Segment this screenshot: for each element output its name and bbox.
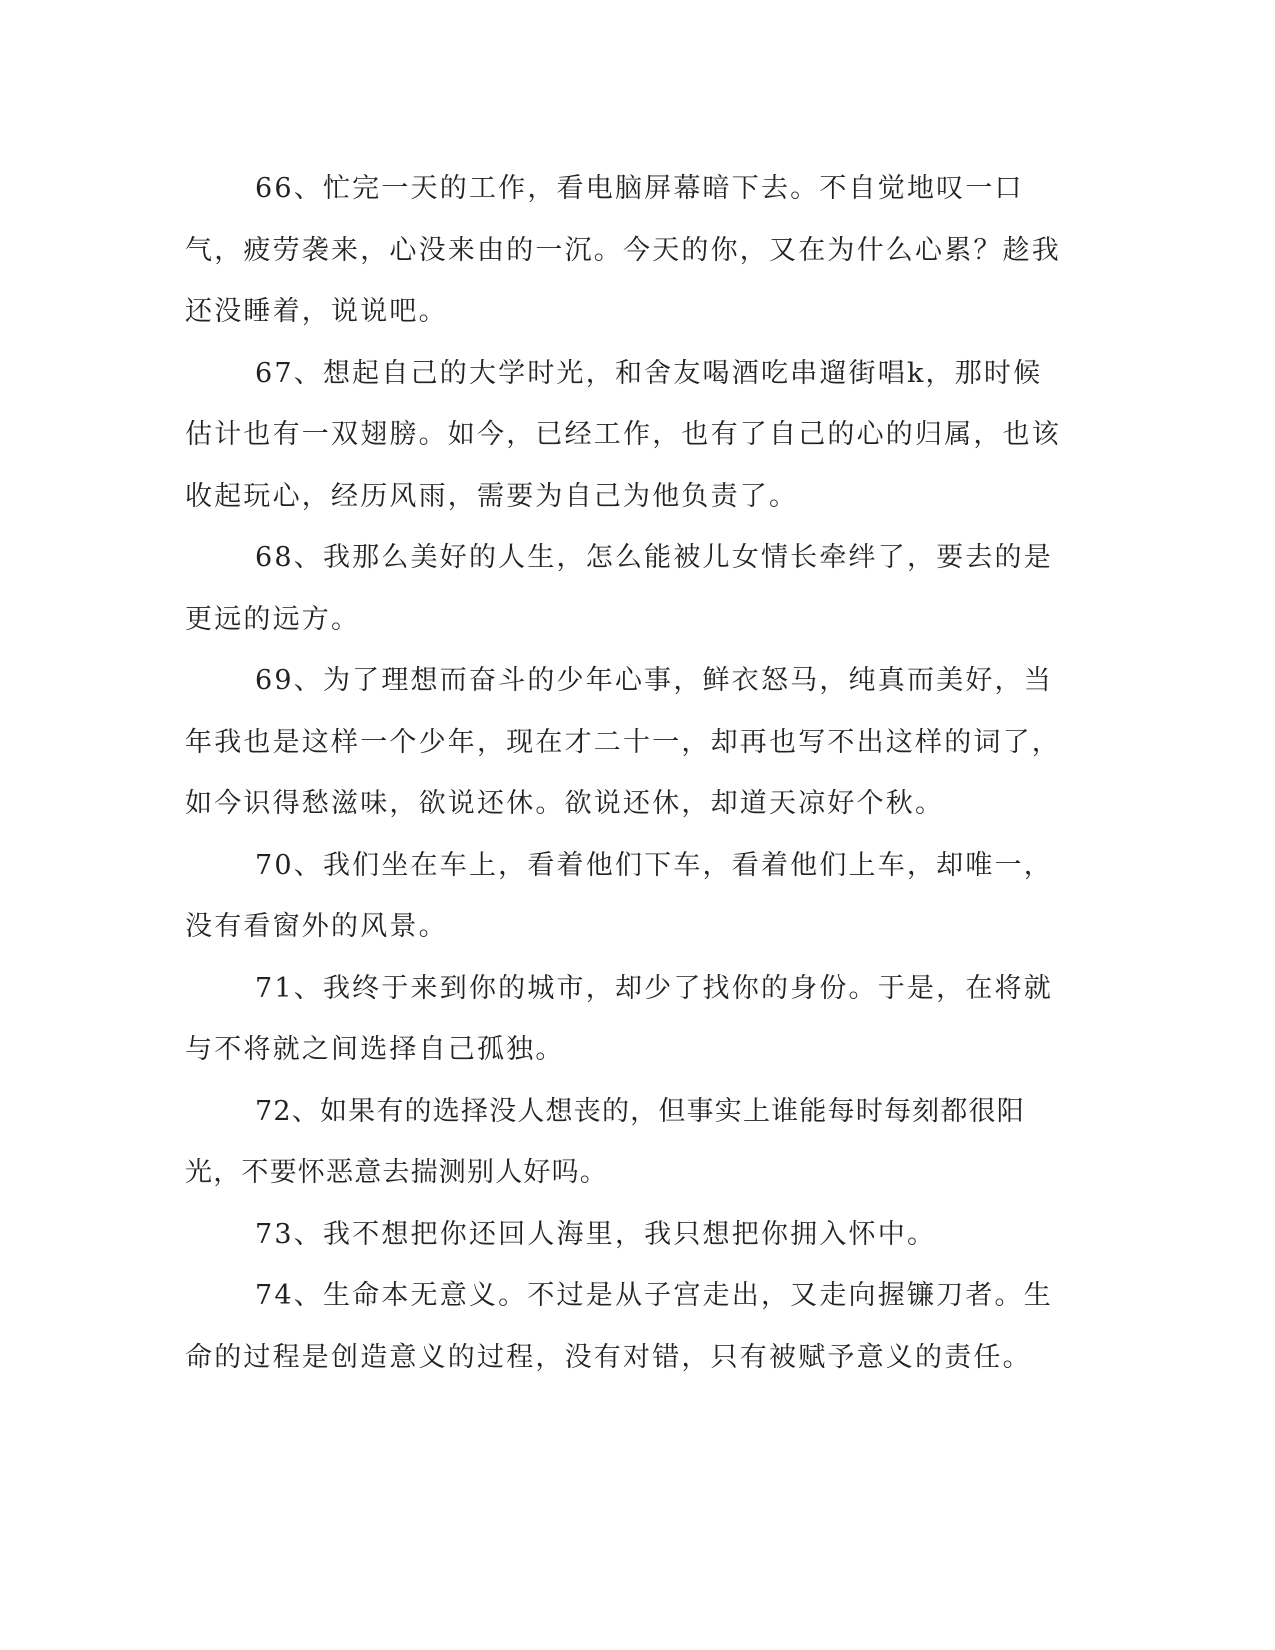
paragraph-73: 73、我不想把你还回人海里，我只想把你拥入怀中。: [255, 1218, 937, 1250]
paragraph-67: 67、想起自己的大学时光，和舍友喝酒吃串遛街唱k，那时候估计也有一双翅膀。如今，已经工作，也有了自己的心的归属，也该收起玩心，经历风雨，需要为自己为他负责了。: [185, 357, 1061, 512]
paragraph-66: 66、忙完一天的工作，看电脑屏幕暗下去。不自觉地叹一口气，疲劳袭来，心没来由的一沉。今天的你，又在为什么心累？趁我还没睡着，说说吧。: [185, 173, 1061, 327]
paragraph-72: 72、如果有的选择没人想丧的，但事实上谁能每时每刻都很阳光，不要怀恶意去揣测别人好吗。: [185, 1095, 1025, 1188]
paragraph-74: 74、生命本无意义。不过是从子宫走出，又走向握镰刀者。生命的过程是创造意义的过程，没有对错，只有被赋予意义的责任。: [185, 1280, 1053, 1373]
paragraph-69: 69、为了理想而奋斗的少年心事，鲜衣怒马，纯真而美好，当年我也是这样一个少年，现在才二十一，却再也写不出这样的词了，如今识得愁滋味，欲说还休。欲说还休，却道天凉好个秋。: [185, 665, 1061, 819]
paragraph-71: 71、我终于来到你的城市，却少了找你的身份。于是，在将就与不将就之间选择自己孤独。: [185, 972, 1053, 1065]
paragraph-68: 68、我那么美好的人生，怎么能被儿女情长牵绊了，要去的是更远的远方。: [185, 542, 1053, 635]
document-body: [185, 158, 1065, 1388]
paragraph-70: 70、我们坐在车上，看着他们下车，看着他们上车，却唯一，没有看窗外的风景。: [185, 849, 1053, 942]
